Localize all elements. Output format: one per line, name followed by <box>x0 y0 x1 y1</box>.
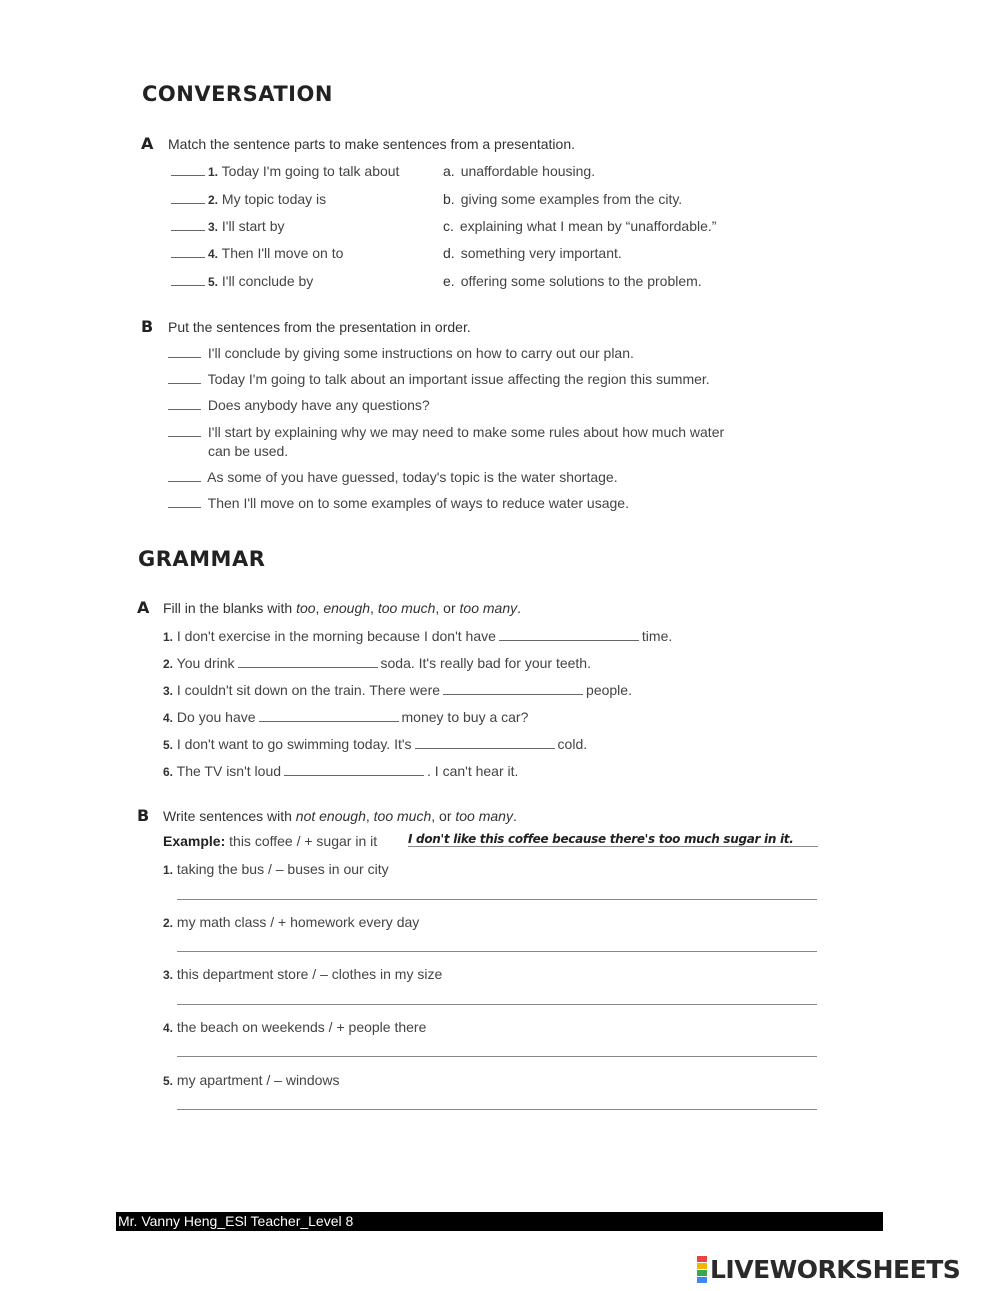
answer-blank[interactable] <box>171 245 205 258</box>
logo-blocks-icon <box>697 1256 707 1283</box>
option-letter: a. <box>443 163 455 179</box>
match-item <box>168 218 284 234</box>
conversation-b-instruction: Put the sentences from the presentation in order. <box>168 319 471 335</box>
option-letter: c. <box>443 218 454 234</box>
order-item <box>168 397 430 413</box>
fill-blank[interactable] <box>443 682 583 695</box>
option-text: giving some examples from the city. <box>460 191 683 207</box>
write-answer-line[interactable] <box>177 1038 817 1057</box>
order-blank[interactable] <box>168 345 201 358</box>
match-option <box>443 191 682 207</box>
section-letter-a: A <box>141 134 154 153</box>
write-item: 3. this department store / – clothes in my size <box>163 966 443 982</box>
liveworksheets-logo[interactable] <box>697 1254 960 1284</box>
fill-item: 4. Do you have money to buy a car? <box>163 709 529 725</box>
fill-blank[interactable] <box>238 655 378 668</box>
conversation-a-instruction: Match the sentence parts to make sentences from a presentation. <box>168 136 575 152</box>
match-item-text: I'll conclude by <box>221 273 314 289</box>
order-item <box>168 371 710 387</box>
match-item-text: I'll start by <box>221 218 285 234</box>
write-answer-line[interactable] <box>177 986 817 1005</box>
item-number: 4. <box>208 247 219 261</box>
order-item-text: Today I'm going to talk about an important issue affecting the region this summer. <box>207 371 710 387</box>
order-item <box>168 495 629 511</box>
fill-item: 5. I don't want to go swimming today. It's cold. <box>163 736 588 752</box>
order-blank[interactable] <box>168 495 201 508</box>
grammar-b-instruction: Write sentences with not enough, too much, or too many. <box>163 808 517 824</box>
order-blank[interactable] <box>168 424 201 437</box>
logo-block <box>697 1270 707 1276</box>
conversation-heading: CONVERSATION <box>142 82 333 106</box>
write-item: 5. my apartment / – windows <box>163 1072 340 1088</box>
fill-item: 6. The TV isn't loud . I can't hear it. <box>163 763 519 779</box>
order-item <box>168 469 618 485</box>
logo-block <box>697 1256 707 1262</box>
item-number: 2. <box>208 193 219 207</box>
section-letter-b: B <box>141 317 154 336</box>
write-answer-line[interactable] <box>177 1091 817 1110</box>
fill-blank[interactable] <box>415 736 555 749</box>
example-answer: I don't like this coffee because there's too much sugar in it. <box>408 832 794 846</box>
order-item-text: Does anybody have any questions? <box>207 397 430 413</box>
option-text: offering some solutions to the problem. <box>460 273 702 289</box>
match-item <box>168 191 326 207</box>
fill-item: 2. You drink soda. It's really bad for your teeth. <box>163 655 591 671</box>
match-item <box>168 273 313 289</box>
option-text: unaffordable housing. <box>460 163 596 179</box>
logo-text: LIVEWORKSHEETS <box>710 1254 961 1284</box>
order-item-text: As some of you have guessed, today's topic is the water shortage. <box>207 469 618 485</box>
write-answer-line[interactable] <box>177 881 817 900</box>
example-row <box>163 833 377 849</box>
match-item <box>168 163 399 179</box>
answer-blank[interactable] <box>171 218 205 231</box>
order-blank[interactable] <box>168 371 201 384</box>
grammar-a-instruction: Fill in the blanks with too, enough, too much, or too many. <box>163 600 522 616</box>
order-item <box>168 345 634 361</box>
fill-blank[interactable] <box>284 763 424 776</box>
option-text: something very important. <box>460 245 622 261</box>
order-item-text: I'll start by explaining why we may need to make some rules about how much water <box>207 424 725 440</box>
example-answer-line <box>408 830 818 847</box>
answer-blank[interactable] <box>171 163 205 176</box>
item-number: 3. <box>208 220 219 234</box>
write-item: 1. taking the bus / – buses in our city <box>163 861 389 877</box>
write-item: 4. the beach on weekends / + people there <box>163 1019 427 1035</box>
order-blank[interactable] <box>168 397 201 410</box>
match-item-text: Then I'll move on to <box>221 245 344 261</box>
fill-item: 3. I couldn't sit down on the train. There were people. <box>163 682 632 698</box>
answer-blank[interactable] <box>171 191 205 204</box>
order-item-continuation: can be used. <box>208 443 289 459</box>
item-number: 1. <box>208 165 219 179</box>
option-letter: e. <box>443 273 455 289</box>
fill-blank[interactable] <box>259 709 399 722</box>
item-number: 5. <box>208 275 219 289</box>
fill-blank[interactable] <box>499 628 639 641</box>
option-letter: d. <box>443 245 455 261</box>
grammar-letter-b: B <box>137 806 150 825</box>
write-item: 2. my math class / + homework every day <box>163 914 420 930</box>
option-letter: b. <box>443 191 455 207</box>
match-option <box>443 273 702 289</box>
fill-item: 1. I don't exercise in the morning because I don't have time. <box>163 628 673 644</box>
answer-blank[interactable] <box>171 273 205 286</box>
grammar-letter-a: A <box>137 598 150 617</box>
match-option <box>443 218 716 234</box>
match-option <box>443 163 595 179</box>
example-label: Example: <box>163 833 226 849</box>
logo-block <box>697 1263 707 1269</box>
option-text: explaining what I mean by “unaffordable.” <box>459 218 717 234</box>
order-item-text: Then I'll move on to some examples of ways to reduce water usage. <box>207 495 629 511</box>
footer-text: Mr. Vanny Heng_ESl Teacher_Level 8 <box>118 1213 354 1229</box>
logo-block <box>697 1277 707 1283</box>
order-blank[interactable] <box>168 469 201 482</box>
write-answer-line[interactable] <box>177 933 817 952</box>
match-item-text: My topic today is <box>221 191 327 207</box>
example-prompt: this coffee / + sugar in it <box>229 833 378 849</box>
order-item <box>168 424 724 440</box>
match-option <box>443 245 622 261</box>
match-item <box>168 245 343 261</box>
order-item-text: I'll conclude by giving some instructions on how to carry out our plan. <box>207 345 634 361</box>
match-item-text: Today I'm going to talk about <box>221 163 400 179</box>
grammar-heading: GRAMMAR <box>138 547 266 571</box>
